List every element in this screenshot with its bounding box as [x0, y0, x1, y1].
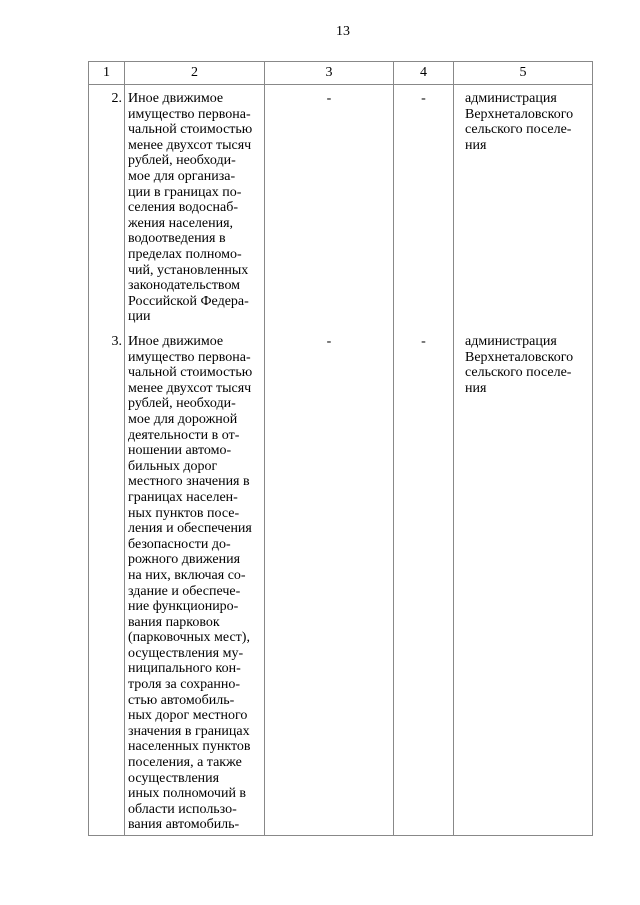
- table-bottom-border: [88, 835, 593, 836]
- row-col4-value: -: [421, 334, 426, 349]
- row-number: 2.: [111, 91, 122, 106]
- header-col-4: 4: [420, 65, 427, 80]
- header-col-5: 5: [519, 65, 527, 80]
- header-bottom-border: [88, 84, 593, 85]
- table-left-border: [88, 61, 89, 836]
- column-divider-1: [124, 61, 125, 836]
- column-divider-2: [264, 61, 265, 836]
- row-col3-value: -: [326, 334, 332, 349]
- row-owner: администрация Верхнеталовского сельского поселе- ния: [465, 91, 574, 153]
- row-description: Иное движимое имущество первона- чальной стоимостью менее двухсот тысяч рублей, необходи- мое для дорожной деятельности в от- ношении автомо- бильных дорог местного значения в границах населен- ных пунктов посе- ления и обеспечения безопасности до- рожного движения на них, включая со- здание и обеспече- ние функциониро- вания парковок (парковочных мест), осуществления му- ниципального кон- троля за сохранно- стью автомобиль- ных дорог местного значения в границах населенных пунктов поселения, а также осуществления иных полномочий в области использо- вания автомобиль-: [128, 334, 253, 833]
- column-divider-3: [393, 61, 394, 836]
- row-col3-value: -: [326, 91, 332, 106]
- header-col-1: 1: [103, 65, 110, 80]
- row-col4-value: -: [421, 91, 426, 106]
- page-number: 13: [336, 24, 350, 39]
- column-divider-4: [453, 61, 454, 836]
- header-col-2: 2: [191, 65, 198, 80]
- header-col-3: 3: [325, 65, 333, 80]
- row-description: Иное движимое имущество первона- чальной стоимостью менее двухсот тысяч рублей, необходи- мое для организа- ции в границах по- селения водоснаб- жения населения, водоотведения в пределах полномо- чий, установленных законодательством Российской Федера- ции: [128, 91, 253, 325]
- row-owner: администрация Верхнеталовского сельского поселе- ния: [465, 334, 574, 396]
- row-number: 3.: [111, 334, 122, 349]
- table-right-border: [592, 61, 593, 836]
